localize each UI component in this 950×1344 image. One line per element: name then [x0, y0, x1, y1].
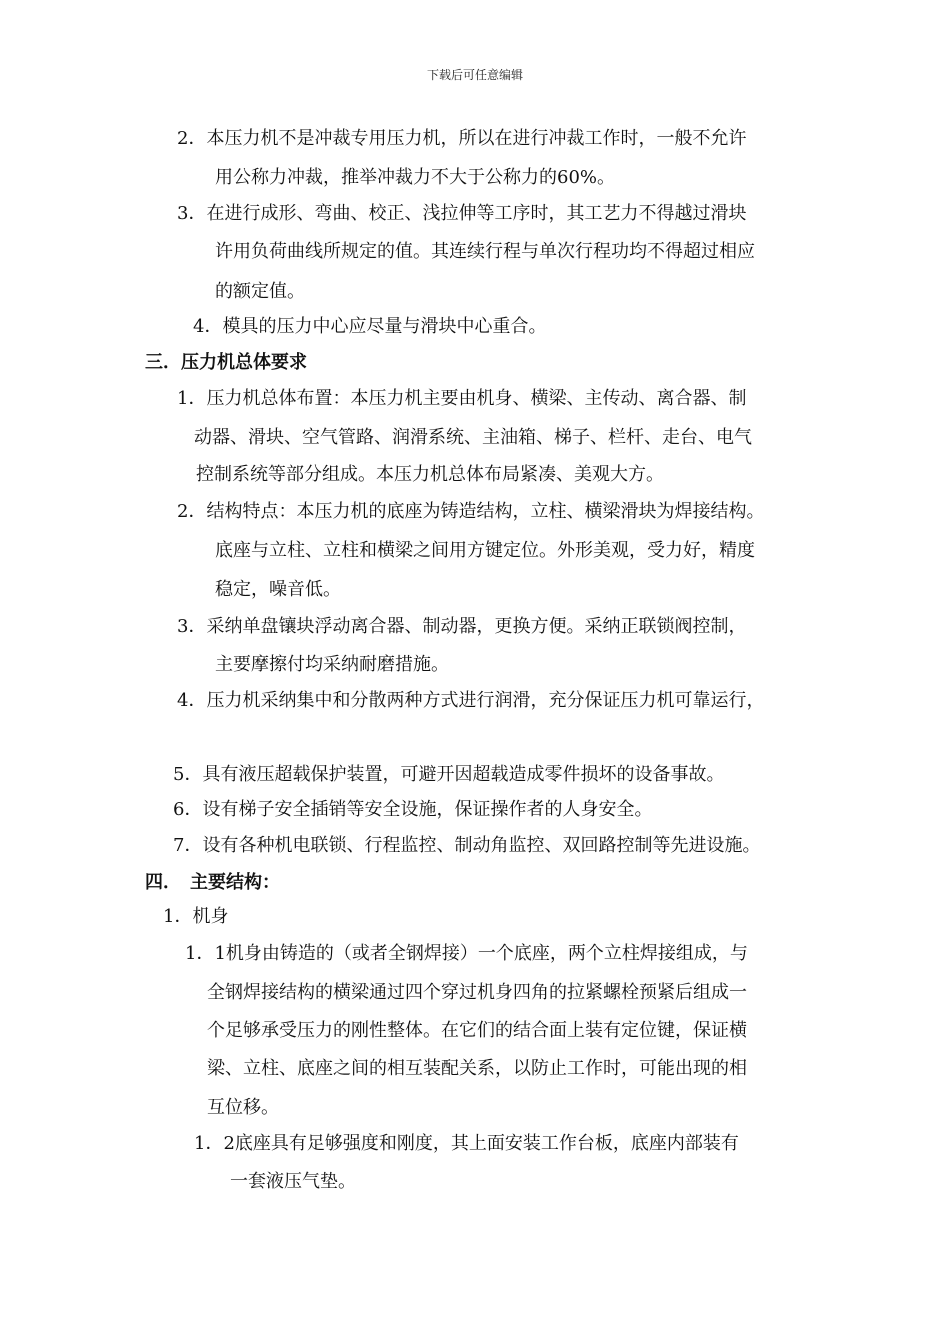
text-line: 1．2底座具有足够强度和刚度，其上面安装工作台板，底座内部装有: [194, 1133, 739, 1154]
text-line: 底座与立柱、立柱和横梁之间用方键定位。外形美观，受力好，精度: [215, 540, 755, 561]
text-line: 6．设有梯子安全插销等安全设施，保证操作者的人身安全。: [173, 799, 653, 820]
section-heading: 四． 主要结构：: [145, 872, 280, 893]
text-line: 的额定值。: [215, 281, 305, 302]
text-line: 4．模具的压力中心应尽量与滑块中心重合。: [193, 316, 547, 337]
section-heading: 三．压力机总体要求: [145, 352, 307, 373]
text-line: 1．压力机总体布置：本压力机主要由机身、横梁、主传动、离合器、制: [177, 388, 747, 409]
text-line: 用公称力冲裁，推举冲裁力不大于公称力的60%。: [215, 167, 616, 188]
text-line: 7．设有各种机电联锁、行程监控、制动角监控、双回路控制等先进设施。: [173, 835, 761, 856]
text-line: 主要摩擦付均采纳耐磨措施。: [215, 654, 449, 675]
text-line: 控制系统等部分组成。本压力机总体布局紧凑、美观大方。: [196, 464, 664, 485]
text-line: 3．在进行成形、弯曲、校正、浅拉伸等工序时，其工艺力不得越过滑块: [177, 203, 747, 224]
text-line: 1．1机身由铸造的（或者全钢焊接）一个底座，两个立柱焊接组成，与: [185, 943, 748, 964]
text-line: 一套液压气垫。: [230, 1171, 356, 1192]
text-line: 动器、滑块、空气管路、润滑系统、主油箱、梯子、栏杆、走台、电气: [194, 427, 752, 448]
text-line: 全钢焊接结构的横梁通过四个穿过机身四角的拉紧螺栓预紧后组成一: [207, 982, 747, 1003]
text-line: 2．本压力机不是冲裁专用压力机，所以在进行冲裁工作时，一般不允许: [177, 128, 747, 149]
text-line: 2．结构特点：本压力机的底座为铸造结构，立柱、横梁滑块为焊接结构。: [177, 501, 765, 522]
text-line: 5．具有液压超载保护装置，可避开因超载造成零件损坏的设备事故。: [173, 764, 725, 785]
text-line: 互位移。: [207, 1097, 279, 1118]
text-line: 稳定，噪音低。: [215, 579, 341, 600]
text-line: 4．压力机采纳集中和分散两种方式进行润滑，充分保证压力机可靠运行，: [177, 690, 765, 711]
text-line: 许用负荷曲线所规定的值。其连续行程与单次行程功均不得超过相应: [215, 241, 755, 262]
subsection-heading: 1．机身: [163, 906, 229, 927]
page-header-note: 下载后可任意编辑: [426, 68, 523, 82]
text-line: 梁、立柱、底座之间的相互装配关系，以防止工作时，可能出现的相: [207, 1058, 747, 1079]
text-line: 3．采纳单盘镶块浮动离合器、制动器，更换方便。采纳正联锁阀控制，: [177, 616, 747, 637]
text-line: 个足够承受压力的刚性整体。在它们的结合面上装有定位键，保证横: [207, 1020, 747, 1041]
